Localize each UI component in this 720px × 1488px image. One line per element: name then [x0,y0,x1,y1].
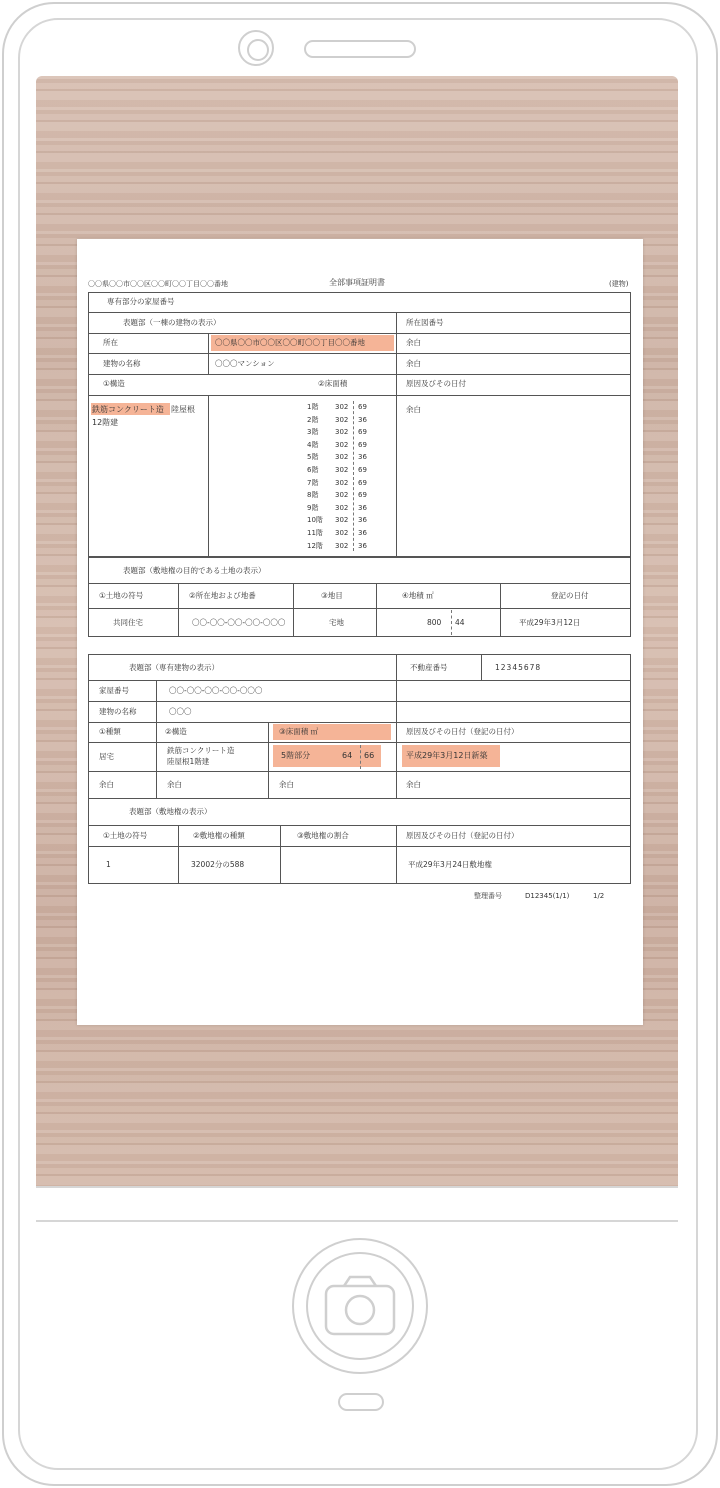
floor-area-int: 302 [335,453,349,462]
exclusive-cause-label: 原因及びその日付（登記の日付） [406,727,519,736]
floor-area-dec: 36 [358,453,367,462]
floor-area-dec: 69 [358,491,367,500]
structure-value-2: 陸屋根 [171,405,195,414]
exclusive-structure-label: ②構造 [165,727,187,736]
site-header-ratio: ③敷地権の割合 [297,831,349,840]
structure-label: ①構造 [103,379,125,388]
floor-label: 8階 [307,491,319,500]
floor-label: 6階 [307,466,319,474]
document-kind: (建物) [609,280,629,288]
floor-label: 10階 [307,516,323,525]
floor-label: 9階 [307,503,319,512]
floor-area-int: 302 [335,478,349,487]
exclusive-floor-area-int: 64 [342,751,353,760]
floor-area-int: 302 [335,403,349,411]
document-title: 全部事項証明書 [329,278,385,287]
floor-label: 1階 [307,403,319,411]
blank-2: 余白 [167,780,182,789]
floor-label: 5階 [307,453,319,462]
kind-label: ①種類 [99,727,121,736]
floor-area-int: 302 [335,440,349,449]
realty-number-label: 不動産番号 [410,663,448,672]
location-note: 余白 [406,338,421,347]
land-area-dec: 44 [455,618,465,627]
site-right-hyoudai-label: 表題部（敷地権の表示） [129,807,212,816]
floor-area-label: ②床面積 [318,379,348,388]
exclusive-floor: 5階部分 [281,751,311,760]
floor-area-int: 302 [335,428,349,437]
building-name-note: 余白 [406,359,421,368]
floor-label: 11階 [307,529,323,537]
exclusive-name-value: 〇〇〇 [169,707,192,716]
location-value: 〇〇県〇〇市〇〇区〇〇町〇〇丁目〇〇番地 [215,338,365,347]
blank-3: 余白 [279,780,294,789]
floor-label: 12階 [307,541,323,550]
realty-number-value: 12345678 [495,663,542,672]
footer-number: D12345(1/1) [525,892,570,900]
land-hyoudai-label: 表題部（敷地権の目的である土地の表示） [123,566,266,575]
unit-number-label: 専有部分の家屋番号 [107,297,175,306]
land-header-code: ①土地の符号 [99,591,144,600]
floor-label: 7階 [307,478,319,487]
floor-area-dec: 36 [358,516,367,525]
floor-area-dec: 69 [358,440,367,449]
location-label: 所在 [103,338,118,347]
shutter-button-inner[interactable] [306,1252,414,1360]
kind-value: 居宅 [99,752,114,761]
floor-area-dec: 69 [358,478,367,487]
footer-label: 整理番号 [474,892,502,900]
exclusive-structure-value-1: 鉄筋コンクリート造 [167,746,235,755]
site-header-code: ①土地の符号 [103,831,148,840]
site-header-type: ②敷地権の種類 [193,831,245,840]
registry-certificate-document [77,239,643,1025]
land-category-value: 宅地 [329,618,344,627]
land-header-category: ③地目 [321,591,343,600]
land-code-value: 共同住宅 [113,618,143,627]
camera-control-bar [36,1186,678,1222]
exclusive-name-label: 建物の名称 [99,707,137,716]
map-number-label: 所在図番号 [406,318,444,327]
land-date-value: 平成29年3月12日 [519,618,581,627]
floor-area-int: 302 [335,503,349,512]
structure-value-1: 鉄筋コンクリート造 [92,405,164,414]
floor-area-dec: 69 [358,428,367,437]
floor-area-dec: 36 [358,541,367,550]
floor-label: 2階 [307,415,319,424]
cause-label: 原因及びその日付 [406,379,466,388]
house-number-value: 〇〇-〇〇-〇〇-〇〇-〇〇〇 [169,686,263,695]
blank-1: 余白 [99,780,114,789]
exclusive-hyoudai-label: 表題部（専有建物の表示） [129,663,219,672]
house-number-label: 家屋番号 [99,686,129,695]
exclusive-cause-value: 平成29年3月12日新築 [406,751,488,760]
site-type-value: 32002分の588 [191,860,245,869]
floor-area-int: 302 [335,529,349,537]
footer-page: 1/2 [593,892,605,900]
camera-viewfinder [36,76,678,1186]
land-address-value: 〇〇-〇〇-〇〇-〇〇-〇〇〇 [192,618,286,627]
building-name-value: 〇〇〇マンション [215,359,275,368]
site-cause-value: 平成29年3月24日敷地権 [408,860,492,869]
floor-area-decimal-separator [353,401,354,551]
building-hyoudai-label: 表題部（一棟の建物の表示） [123,318,221,327]
floor-area-int: 302 [335,415,349,424]
blank-4: 余白 [406,780,421,789]
building-cause-value: 余白 [406,405,421,414]
floor-area-dec: 36 [358,415,367,424]
floor-area-dec: 36 [358,529,367,537]
header-address: 〇〇県〇〇市〇〇区〇〇町〇〇丁目〇〇番地 [88,280,228,288]
exclusive-floor-area-dec: 66 [364,751,375,760]
site-header-cause: 原因及びその日付（登記の日付） [406,831,519,840]
front-camera-icon [238,30,274,66]
floor-area-int: 302 [335,491,349,500]
exclusive-structure-value-2: 陸屋根1階建 [167,757,210,766]
structure-value-3: 12階建 [92,418,119,427]
speaker-grille [304,40,416,58]
floor-area-int: 302 [335,466,349,474]
floor-area-dec: 69 [358,466,367,474]
land-header-area: ④地積 ㎡ [402,591,434,600]
land-area-int: 800 [427,618,442,627]
site-code-value: 1 [106,860,111,869]
floor-area-dec: 36 [358,503,367,512]
land-header-address: ②所在地および地番 [189,591,256,600]
exclusive-floor-area-label: ③床面積 ㎡ [279,727,319,736]
floor-label: 3階 [307,428,319,437]
home-button[interactable] [338,1393,384,1411]
floor-area-int: 302 [335,516,349,525]
land-header-date: 登記の日付 [551,591,589,600]
building-name-label: 建物の名称 [103,359,141,368]
camera-icon [308,1254,412,1358]
floor-area-int: 302 [335,541,349,550]
floor-area-dec: 69 [358,403,367,411]
floor-label: 4階 [307,440,319,449]
